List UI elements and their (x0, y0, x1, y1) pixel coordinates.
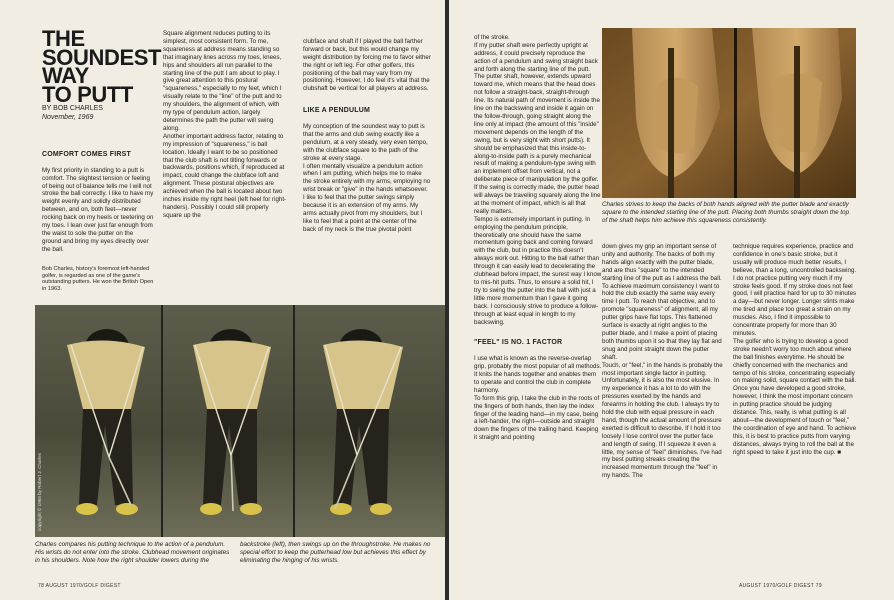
photo-credit: copyright © 1968 by Robert J. Charles (37, 453, 42, 531)
author: BY BOB CHARLES (42, 105, 103, 112)
column-3-body-b: My conception of the soundest way to putt is that the arms and club swing exactly like a pendulum, at a very steady, very even tempo, with the clubface square to the path of the stroke at every stage. I often mentally visualize a pendulum action when I am putting, which helps me to make the stroke entirely with my arms, employing no wrist break or "give" in the hands whatsoever. I like to feel that the putter swings simply because it is an extension of my arms. My arms actually pivot from my shoulders, but I like to feel that a point at the center of the back of my neck is the true pivotal point (303, 122, 431, 233)
folio-right: AUGUST 1970/GOLF DIGEST 79 (739, 583, 822, 589)
caption-right: backstroke (left), then swings up on the throughstroke. He makes no special effort to keep the putterhead low but achieves this effect by eliminating the hinging of his wrists. (240, 541, 431, 564)
heading-feel: "FEEL" IS NO. 1 FACTOR (474, 339, 563, 347)
column-3-body-a: clubface and shaft if I played the ball farther forward or back, but this would change my weight distribution by forcing me to favor either the right or left leg. For other golfers, this positioning of the ball may vary from my positioning. However, I do feel it's vital that the clubshaft be vertical for all players at address. (303, 37, 431, 93)
column-1-body: My first priority in standing to a putt is comfort. The slightest tension or feeling of being out of balance tells me I will not stroke the ball correctly. I like to have my weight evenly and solidly distributed between, and on, both feet—never rocking back on my heels or teetering on my toes. I lean over just far enough from the waist to sole the putter on the ground and bring my eyes directly over the ball. (42, 166, 154, 253)
folio-left: 78 AUGUST 1970/GOLF DIGEST (38, 583, 121, 589)
left-page (0, 0, 445, 600)
heading-comfort: COMFORT COMES FIRST (42, 150, 131, 158)
right-page (449, 0, 894, 600)
putting-sequence-illustration (35, 305, 445, 537)
grip-caption: Charles strives to keep the backs of both hands aligned with the putter blade and exactly square to the intended starting line of the putt. Placing both thumbs straight down the top of the shaft helps him achieve this squareness consistently. (602, 201, 850, 224)
grip-illustration (602, 28, 856, 198)
grip-photo (602, 28, 856, 198)
right-column-3: technique requires experience, practice and confidence in one's basic stroke, but it usually will produce much better results, I believe, than a long, uncontrolled backswing. I do not practice putting very much if my stroke feels good. If my stroke does not feel good, I will practice hard for up to 30 minutes a day—but never longer. Longer stints make me tired and place too great a strain on my muscles. Also, I find it impossible to concentrate properly for more than 30 minutes. The golfer who is trying to develop a good stroke needn't worry too much about where the ball finishes everytime. He should be chiefly concerned with the mechanics and tempo of his stroke, concentrating especially on making solid, square contact with the ball. Once you have developed a good stroke, however, I think the most important concern in putting practice should be judging distance. This, really, is what putting is all about—the development of touch or "feel," the coordination of eye and hand. To achieve this, it is best to practice putts from varying distances, always trying to roll the ball at the right speed to take it just into the cup. ■ (733, 243, 857, 456)
column-1 (42, 143, 154, 262)
right-column-2: down gives my grip an important sense of unity and authority. The backs of both my hands align exactly with the putter blade, and are thus "square" to the intended starting line of the putt as I address the ball. To achieve maximum consistency I want to hold the club exactly the same way every time I putt. To reach that objective, and to promote "squareness" of alignment, all my putter grips have flat tops. This flattened surface is exactly at right angles to the putter blade, and I make a point of placing both thumbs upon it so that they lay flat and snug and point straight down the putter shaft. Touch, or "feel," in the hands is probably the most important single factor in putting. Unfortunately, it is also the most elusive. In my experience it has a lot to do with the pressures exerted by the hands and forearms in holding the club. I always try to hold the club with equal pressure in each hand, though the actual amount of pressure exerted is difficult to describe. If I hold it too loosely I lose control over the putter face and length of swing. If I squeeze it even a little, my sense of "feel" diminishes. I've had my best putting streaks creating the increased momentum through the "feel" in my hands. The (602, 243, 723, 480)
right-column-1-body: of the stroke. If my putter shaft were perfectly upright at address, it could precisely reproduce the action of a pendulum and swing straight back and forth along the starting line of the putt. The putter shaft, however, extends upward toward me, which means that the head does not follow a straight-back, straight-through line. Its natural path of movement is inside the line on the backswing and inside it again on the follow-through, going straight along the line only at impact (the amount of this "inside" movement depends on the length of the swing, but is very slight with short putts). It should be emphasized that this inside-to-along-to-inside path is a purely mechanical result of making a pendulum-type swing with an implement offset from vertical, not a deliberate piece of manipulation by the golfer. If the swing is correctly made, the putter head will always be traveling squarely along the line at the moment of impact, which is all that really matters. Tempo is extremely important in putting. In employing the pendulum principle, theoretically one should have the same momentum going back and coming forward with the club, but in practice this doesn't always work out. Hitting to the ball rather than through it can easily lead to decelerating the clubhead before impact, the surest way I know to mis-hit putts. Thus, to ensure a solid hit, I try to swing the putter into the ball with just a little more momentum than I gave it going back. I consciously strive to produce a follow-through at least equal in length to my backswing. (474, 33, 602, 326)
right-column-1 (474, 26, 602, 450)
bio-caption: Bob Charles, history's foremost left-handed golfer, is regarded as one of the game's outstanding putters. He won the British Open in 1963. (42, 266, 154, 292)
right-column-1-body-b: I use what is known as the reverse-overlap grip, probably the most popular of all methods. It knits the hands together and enables them to operate and control the club in complete harmony. To form this grip, I take the club in the roots of the fingers of both hands, then lay the index finger of the leading hand—in my case, being a left-hander, the right—outside and straight down the fingers of the trailing hand. Keeping it straight and pointing (474, 355, 602, 442)
putting-sequence-photo (35, 305, 445, 537)
heading-pendulum: LIKE A PENDULUM (303, 107, 371, 115)
caption-left: Charles compares his putting technique to the action of a pendulum. His wrists do not enter into the stroke. Clubhead movement originates in his shoulders. Note how the right shoulder lowers during the (35, 541, 230, 564)
byline (42, 105, 103, 122)
column-2: Square alignment reduces putting to its simplest, most consistent form. To me, squareness at address means standing so that imaginary lines across my toes, knees, hips and shoulders all run parallel to the starting line of the putt I am about to play. I give great attention to this postural "squareness," especially to my feet, which I visually relate to the "line" of the putt and to my shoulders, the alignment of which, with my type of pendulum action, largely determines the path the putter will swing along. Another important address factor, relating to my impression of "squareness," is ball location. Ideally I want to be so positioned that the club shaft is not tilting forwards or backwards, positions which, if reproduced at impact, could change the clubface loft and alignment. These postural objectives are achieved when the ball is located about two inches inside my right heel (left heel for right-handers). Possibly I could still properly square up the (163, 30, 287, 219)
column-3 (303, 30, 431, 242)
article-date: November, 1969 (42, 113, 94, 121)
article-title: THE SOUNDEST WAY TO PUTT (42, 26, 162, 107)
